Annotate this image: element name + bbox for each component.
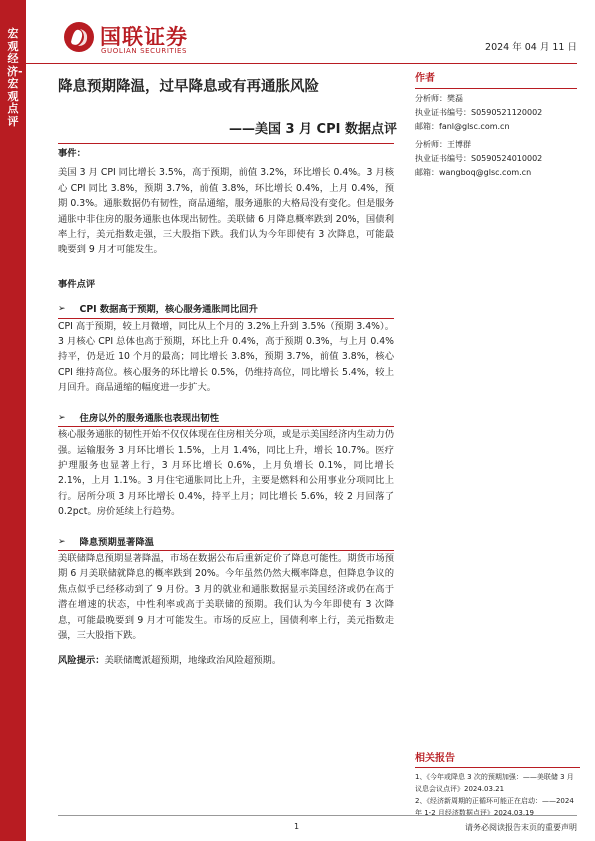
author-2-name: 分析师：王博群: [415, 140, 471, 149]
author-1-name: 分析师：樊磊: [415, 94, 463, 103]
related-item[interactable]: 2、《经济新周期的正循环可能正在启动：——2024 年 1-2 月经济数据点评》2024.03.19: [415, 797, 574, 817]
section-2-header: [58, 411, 394, 427]
risk-text: 美联储鹰派超预期，地缘政治风险超预期。: [104, 655, 282, 667]
related-rule: [415, 767, 580, 768]
author-1-cert: 执业证书编号：S0590521120002: [415, 108, 543, 117]
main-content: [58, 143, 394, 669]
author-1-email[interactable]: 邮箱：fanl@glsc.com.cn: [415, 122, 510, 131]
section-1-header: [58, 302, 394, 318]
related-reports: [415, 753, 580, 819]
risk-label: 风险提示：: [58, 655, 105, 667]
header-rule: [26, 63, 577, 64]
author-2-cert: 执业证书编号：S0590524010002: [415, 154, 543, 163]
event-text: 美国 3 月 CPI 同比增长 3.5%，高于预期，前值 3.2%，环比增长 0.4%。3 月核心 CPI 同比 3.8%，预期 3.7%，前值 3.8%，环比增长 0.4%，上月 0.4%，预期 0.3%。通胀数据仍有韧性，商品通缩，服务通胀的大格局没有变化。但是服务通胀中非住房的服务通胀也体现出韧性。美联储 6 月降息概率跌到 20%，国债利率上行，美元指数走强，三大股指下跌。我们认为今年即使有 3 次降息，可能最晚要到 9 月才可能发生。: [58, 167, 394, 256]
report-subtitle: ——美国 3 月 CPI 数据点评: [228, 122, 397, 137]
section-2-title: 住房以外的服务通胀也表现出韧性: [79, 412, 220, 424]
author-2-email[interactable]: 邮箱：wangboq@glsc.com.cn: [415, 168, 532, 177]
page-number: 1: [294, 822, 300, 831]
arrow-icon: ➢: [58, 412, 66, 423]
related-label: 相关报告: [415, 753, 455, 764]
section-divider: [58, 143, 394, 144]
section-1-text: CPI 高于预期，较上月微增，同比从上个月的 3.2%上升到 3.5%（预期 3.4%）。3 月核心 CPI 总体也高于预期，环比上升 0.4%，高于预期 0.3%，与上月 0.4%持平，仍是近 10 个月的最高；同比增长 3.8%，预期 3.7%，前值 3.8%，核心 CPI 维持高位。核心服务的环比增长 0.5%，仍维持高位，同比增长 5.4%，较上月回升。商品通缩的幅度进一步扩大。: [58, 320, 394, 394]
author-panel: [415, 72, 577, 180]
footer-rule: [58, 815, 577, 816]
logo-icon: [62, 20, 96, 54]
risk-warning: [58, 653, 394, 668]
section-3-header: [58, 535, 394, 551]
report-title: 降息预期降温，过早降息或有再通胀风险: [58, 79, 319, 95]
related-item[interactable]: 1、《今年或降息 3 次的预期加强：——美联储 3 月议息会议点评》2024.03.21: [415, 773, 574, 793]
logo-en: GUOLIAN SECURITIES: [101, 47, 188, 55]
comment-label: 事件点评: [58, 278, 96, 290]
logo-cn: 国联证券: [100, 25, 188, 49]
section-1-title: CPI 数据高于预期，核心服务通胀同比回升: [79, 304, 258, 316]
report-date: 2024 年 04 月 11 日: [485, 42, 577, 53]
arrow-icon: ➢: [58, 304, 66, 315]
section-3-title: 降息预期显著降温: [79, 536, 154, 548]
sidebar-category: 宏观经济-宏观点评: [7, 27, 23, 128]
sidebar: [0, 0, 26, 841]
footer-disclaimer: 请务必阅读报告末页的重要声明: [465, 823, 577, 832]
author-label: 作者: [415, 73, 435, 84]
event-label: 事件：: [58, 148, 86, 159]
arrow-icon: ➢: [58, 536, 66, 547]
section-2-text: 核心服务通胀的韧性开始不仅仅体现在住房相关分项，或是示美国经济内生动力仍强。运输服务 3 月环比增长 1.5%，上月 1.4%，同比上升，增长 10.7%。医疗护理服务也显著上行，3 月环比增长 0.6%，上月负增长 0.1%，同比增长 2.1%，上月 1.1%。3 月住宅通胀同比上升，主要是燃料和公用事业分项同比上行。居所分项 3 月环比增长 0.4%，持平上月；同比增长 5.6%，较 2 月回落了 0.2pct。房价延续上行趋势。: [58, 429, 394, 518]
author-rule: [415, 88, 577, 89]
section-3-text: 美联储降息预期显著降温，市场在数据公布后重新定价了降息可能性。期货市场预期 6 月美联储就降息的概率跌到 20%。今年虽然仍然大概率降息，但降息争议的焦点似乎已经移动到了 9 月份。3 月的就业和通胀数据显示美国经济或仍在高于潜在增速的状态，中性利率或高于美联储的预期。我们认为今年即使有 3 次降息，可能最晚要到 9 月才可能发生。市场的反应上，国债利率上行，美元指数走强，三大股指下跌。: [58, 552, 394, 641]
